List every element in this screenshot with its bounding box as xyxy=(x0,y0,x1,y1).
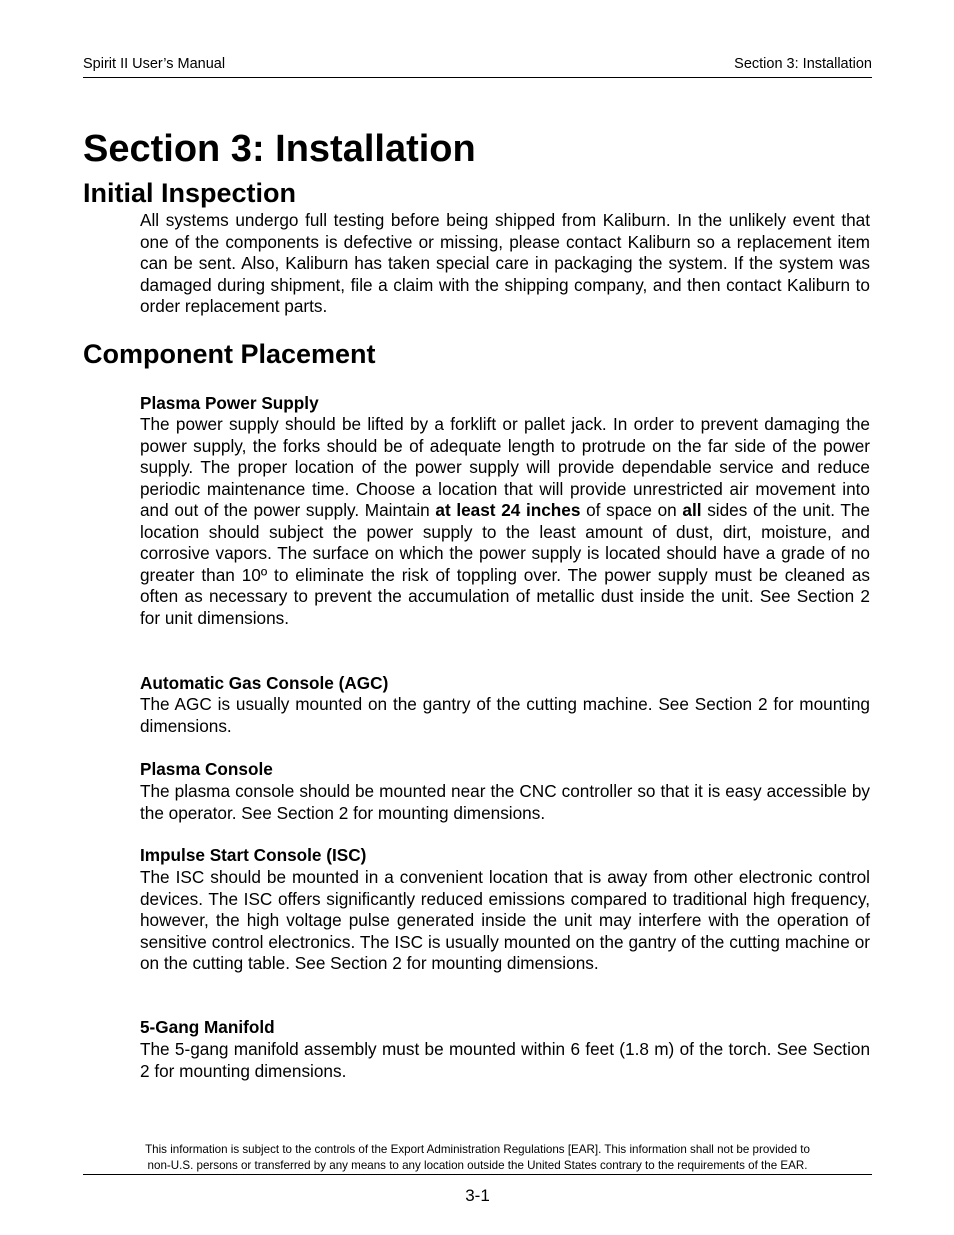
page-title: Section 3: Installation xyxy=(83,128,476,170)
initial-inspection-text: All systems undergo full testing before being shipped from Kaliburn. In the unlikely event that one of the components is defective or missing, please contact Kaliburn so a replacement item can be sent. Also, Kaliburn has taken special care in packaging the system. If the system was damaged during shipment, file a claim with the shipping company, and then contact Kaliburn to order replacement parts. xyxy=(140,210,870,316)
page-number: 3-1 xyxy=(465,1186,490,1205)
agc-text: The AGC is usually mounted on the gantry of the cutting machine. See Section 2 for mounting dimensions. xyxy=(140,694,870,736)
manifold-text: The 5-gang manifold assembly must be mounted within 6 feet (1.8 m) of the torch. See Section 2 for mounting dimensions. xyxy=(140,1039,870,1081)
header-manual-title: Spirit II User’s Manual xyxy=(83,56,226,72)
subheading-plasma-power-supply: Plasma Power Supply xyxy=(140,393,319,413)
pps-bold-all: all xyxy=(682,500,702,520)
subheading-isc: Impulse Start Console (ISC) xyxy=(140,845,367,865)
export-notice-line-1: This information is subject to the controls of the Export Administration Regulations [EAR]. This information shall not be provided to xyxy=(145,1143,810,1156)
pps-text-a: The power supply should be lifted by a forklift or pallet jack. In order to prevent damaging the power supply, the forks should be of adequate length to protrude on the far side of the power supply. The proper location of the power supply will provide dependable service and reduce periodic maintenance time. Choose a location that will provide unrestricted air movement into and out of the power supply. Maintain xyxy=(140,414,870,520)
subheading-plasma-console: Plasma Console xyxy=(140,759,273,779)
pps-text-b: of space on xyxy=(580,500,683,520)
pps-bold-distance: at least 24 inches xyxy=(435,500,581,520)
subheading-manifold: 5-Gang Manifold xyxy=(140,1017,275,1037)
export-notice-line-2: non-U.S. persons or transferred by any means to any location outside the United States contrary to the requirements of the EAR. xyxy=(147,1158,808,1172)
header-section-title: Section 3: Installation xyxy=(734,56,872,72)
pps-text-c: sides of the unit. The location should subject the power supply to the least amount of dust, dirt, moisture, and corrosive vapors. The surface on which the power supply is located should have a grade of no greater than 10º to eliminate the risk of toppling over. The power supply must be cleaned as often as necessary to prevent the accumulation of metallic dust inside the unit. See Section 2 for unit dimensions. xyxy=(140,500,870,628)
plasma-power-supply-text xyxy=(140,414,870,629)
page-header xyxy=(83,56,872,78)
heading-initial-inspection: Initial Inspection xyxy=(83,178,297,208)
plasma-console-text: The plasma console should be mounted near the CNC controller so that it is easy accessible by the operator. See Section 2 for mounting dimensions. xyxy=(140,781,870,823)
heading-component-placement: Component Placement xyxy=(83,339,376,369)
footer-divider xyxy=(83,1174,872,1175)
export-notice xyxy=(83,1142,872,1173)
isc-text: The ISC should be mounted in a convenient location that is away from other electronic control devices. The ISC offers significantly reduced emissions compared to traditional high frequency, however, the high voltage pulse generated inside the unit may interfere with the operation of sensitive control electronics. The ISC is usually mounted on the gantry of the cutting machine or on the cutting table. See Section 2 for mounting dimensions. xyxy=(140,867,870,973)
subheading-agc: Automatic Gas Console (AGC) xyxy=(140,673,389,693)
